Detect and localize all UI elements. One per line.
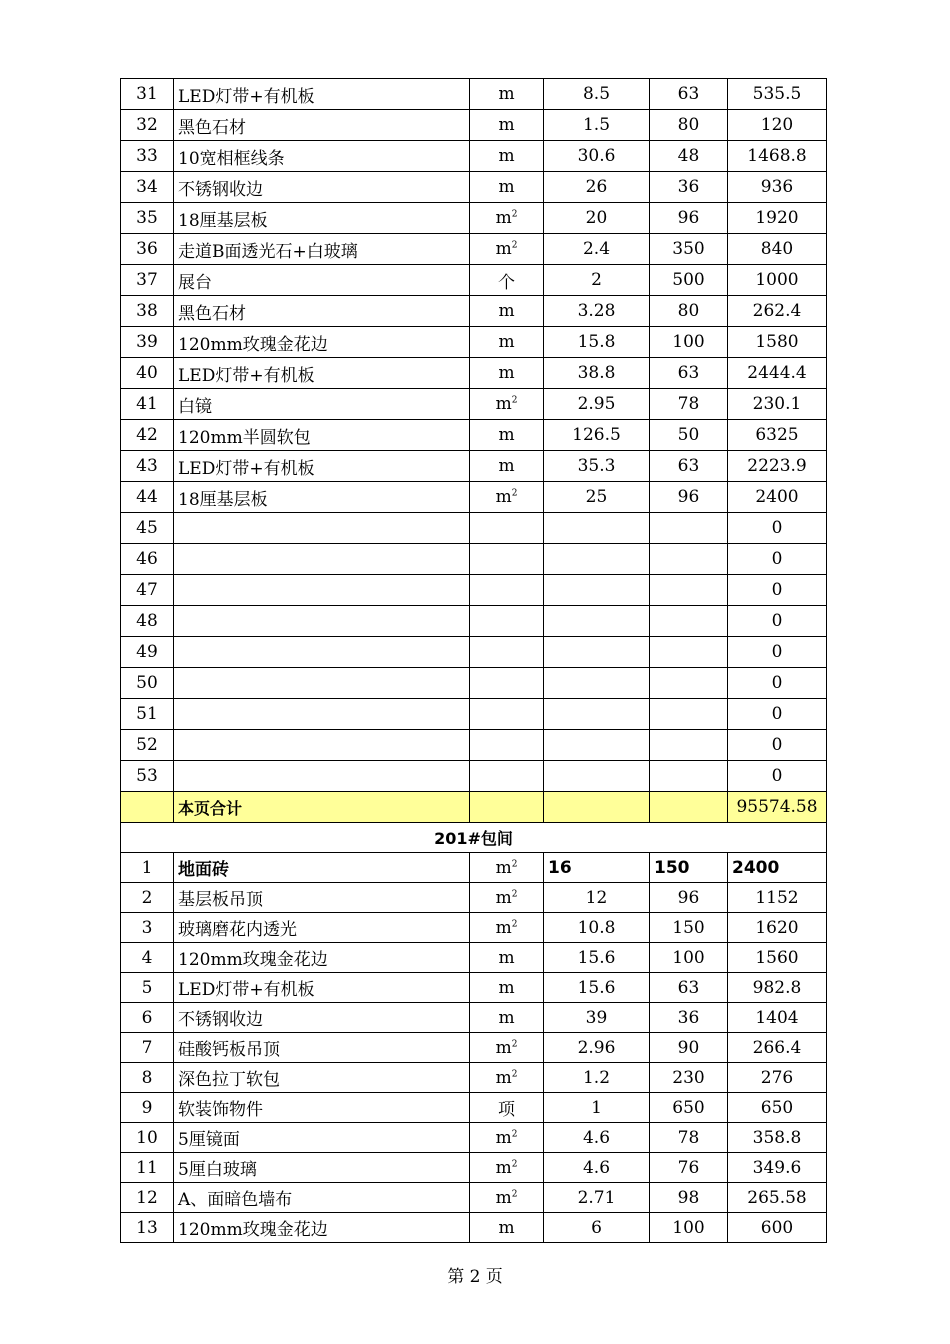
- amount: 2223.9: [728, 451, 827, 482]
- unit-price: 230: [650, 1063, 728, 1093]
- quantity: [544, 730, 650, 761]
- unit: [470, 606, 544, 637]
- empty-cell: [121, 792, 174, 823]
- quantity: [544, 575, 650, 606]
- quantity: [544, 761, 650, 792]
- amount: 0: [728, 544, 827, 575]
- quantity: 2.95: [544, 389, 650, 420]
- table-row: [121, 389, 827, 420]
- item-name: LED灯带+有机板: [174, 358, 470, 389]
- amount: 2400: [728, 853, 827, 883]
- unit-price: 80: [650, 296, 728, 327]
- item-name: LED灯带+有机板: [174, 79, 470, 110]
- unit-price: [650, 699, 728, 730]
- quantity: 20: [544, 203, 650, 234]
- table-row: [121, 1093, 827, 1123]
- item-name: [174, 575, 470, 606]
- row-number: 32: [121, 110, 174, 141]
- row-number: 37: [121, 265, 174, 296]
- unit-price: [650, 513, 728, 544]
- amount: 0: [728, 668, 827, 699]
- unit: $m^2$: [470, 1123, 544, 1153]
- unit-price: 100: [650, 327, 728, 358]
- table-row: [121, 699, 827, 730]
- quantity: 10.8: [544, 913, 650, 943]
- table-row: [121, 544, 827, 575]
- unit: [470, 730, 544, 761]
- empty-cell: [470, 792, 544, 823]
- table-row: [121, 1003, 827, 1033]
- amount: 1404: [728, 1003, 827, 1033]
- amount: 0: [728, 761, 827, 792]
- amount: 0: [728, 513, 827, 544]
- quantity: 4.6: [544, 1123, 650, 1153]
- table-row: [121, 296, 827, 327]
- unit-price: 78: [650, 389, 728, 420]
- item-name: 硅酸钙板吊顶: [174, 1033, 470, 1063]
- unit: m: [470, 451, 544, 482]
- row-number: 40: [121, 358, 174, 389]
- unit-price: 100: [650, 1213, 728, 1243]
- row-number: 33: [121, 141, 174, 172]
- row-number: 44: [121, 482, 174, 513]
- unit: [470, 544, 544, 575]
- row-number: 6: [121, 1003, 174, 1033]
- table-row: [121, 730, 827, 761]
- unit-price: [650, 730, 728, 761]
- row-number: 36: [121, 234, 174, 265]
- table-row: [121, 482, 827, 513]
- quantity: [544, 606, 650, 637]
- quantity: 3.28: [544, 296, 650, 327]
- row-number: 49: [121, 637, 174, 668]
- table-row: [121, 172, 827, 203]
- quote-table: [120, 78, 827, 1243]
- row-number: 47: [121, 575, 174, 606]
- quantity: 126.5: [544, 420, 650, 451]
- item-name: [174, 606, 470, 637]
- row-number: 52: [121, 730, 174, 761]
- row-number: 7: [121, 1033, 174, 1063]
- unit: $m^2$: [470, 913, 544, 943]
- table-row: [121, 327, 827, 358]
- amount: 936: [728, 172, 827, 203]
- section-title: 201#包间: [121, 823, 827, 853]
- unit-price: 350: [650, 234, 728, 265]
- row-number: 41: [121, 389, 174, 420]
- unit: m: [470, 358, 544, 389]
- unit-price: 50: [650, 420, 728, 451]
- quantity: [544, 544, 650, 575]
- unit: [470, 513, 544, 544]
- unit: $m^2$: [470, 203, 544, 234]
- unit-price: 90: [650, 1033, 728, 1063]
- unit: m: [470, 296, 544, 327]
- row-number: 45: [121, 513, 174, 544]
- unit: [470, 699, 544, 730]
- item-name: 120mm玫瑰金花边: [174, 943, 470, 973]
- empty-cell: [544, 792, 650, 823]
- item-name: LED灯带+有机板: [174, 973, 470, 1003]
- unit: $m^2$: [470, 1183, 544, 1213]
- item-name: [174, 637, 470, 668]
- quantity: 8.5: [544, 79, 650, 110]
- item-name: 不锈钢收边: [174, 1003, 470, 1033]
- amount: 2444.4: [728, 358, 827, 389]
- table-row: [121, 1153, 827, 1183]
- unit-price: [650, 668, 728, 699]
- row-number: 3: [121, 913, 174, 943]
- table-row: [121, 883, 827, 913]
- quantity: 2.96: [544, 1033, 650, 1063]
- item-name: 展台: [174, 265, 470, 296]
- amount: 600: [728, 1213, 827, 1243]
- row-number: 1: [121, 853, 174, 883]
- quantity: 2.4: [544, 234, 650, 265]
- unit: [470, 761, 544, 792]
- amount: 262.4: [728, 296, 827, 327]
- item-name: 地面砖: [174, 853, 470, 883]
- table-row: [121, 513, 827, 544]
- amount: 349.6: [728, 1153, 827, 1183]
- unit-price: 98: [650, 1183, 728, 1213]
- unit: m: [470, 1003, 544, 1033]
- amount: 1560: [728, 943, 827, 973]
- unit-price: 150: [650, 853, 728, 883]
- quantity: [544, 668, 650, 699]
- table-row: [121, 234, 827, 265]
- unit: $m^2$: [470, 234, 544, 265]
- unit-price: 63: [650, 451, 728, 482]
- quantity: 15.6: [544, 943, 650, 973]
- quantity: 15.6: [544, 973, 650, 1003]
- table-row: [121, 1033, 827, 1063]
- item-name: 120mm半圆软包: [174, 420, 470, 451]
- row-number: 2: [121, 883, 174, 913]
- unit: m: [470, 420, 544, 451]
- subtotal-amount: 95574.58: [728, 792, 827, 823]
- quantity: 16: [544, 853, 650, 883]
- item-name: 深色拉丁软包: [174, 1063, 470, 1093]
- item-name: 白镜: [174, 389, 470, 420]
- amount: 1152: [728, 883, 827, 913]
- item-name: 120mm玫瑰金花边: [174, 1213, 470, 1243]
- row-number: 42: [121, 420, 174, 451]
- table-row: [121, 761, 827, 792]
- unit: [470, 575, 544, 606]
- row-number: 50: [121, 668, 174, 699]
- row-number: 48: [121, 606, 174, 637]
- unit-price: 100: [650, 943, 728, 973]
- item-name: 5厘白玻璃: [174, 1153, 470, 1183]
- unit-price: [650, 544, 728, 575]
- unit: $m^2$: [470, 883, 544, 913]
- table-row: [121, 1213, 827, 1243]
- quantity: 1: [544, 1093, 650, 1123]
- unit: $m^2$: [470, 1063, 544, 1093]
- table-row: [121, 973, 827, 1003]
- quantity: 38.8: [544, 358, 650, 389]
- row-number: 9: [121, 1093, 174, 1123]
- quantity: 15.8: [544, 327, 650, 358]
- unit: $m^2$: [470, 389, 544, 420]
- table-row: [121, 451, 827, 482]
- item-name: 基层板吊顶: [174, 883, 470, 913]
- unit: m: [470, 1213, 544, 1243]
- row-number: 39: [121, 327, 174, 358]
- item-name: 黑色石材: [174, 296, 470, 327]
- quantity: 4.6: [544, 1153, 650, 1183]
- amount: 650: [728, 1093, 827, 1123]
- table-row: [121, 606, 827, 637]
- unit-price: 63: [650, 79, 728, 110]
- table-row: [121, 358, 827, 389]
- unit: $m^2$: [470, 853, 544, 883]
- amount: 1620: [728, 913, 827, 943]
- unit-price: 63: [650, 358, 728, 389]
- unit: m: [470, 172, 544, 203]
- row-number: 8: [121, 1063, 174, 1093]
- row-number: 12: [121, 1183, 174, 1213]
- table-row: [121, 913, 827, 943]
- item-name: 不锈钢收边: [174, 172, 470, 203]
- unit-price: 78: [650, 1123, 728, 1153]
- quantity: 30.6: [544, 141, 650, 172]
- amount: 0: [728, 637, 827, 668]
- amount: 120: [728, 110, 827, 141]
- unit-price: 36: [650, 172, 728, 203]
- table-row: [121, 79, 827, 110]
- item-name: 18厘基层板: [174, 482, 470, 513]
- row-number: 11: [121, 1153, 174, 1183]
- unit-price: 500: [650, 265, 728, 296]
- unit: m: [470, 79, 544, 110]
- unit: m: [470, 943, 544, 973]
- unit: 项: [470, 1093, 544, 1123]
- quantity: [544, 699, 650, 730]
- amount: 358.8: [728, 1123, 827, 1153]
- unit-price: 96: [650, 883, 728, 913]
- row-number: 46: [121, 544, 174, 575]
- item-name: LED灯带+有机板: [174, 451, 470, 482]
- row-number: 13: [121, 1213, 174, 1243]
- amount: 1920: [728, 203, 827, 234]
- unit-price: 80: [650, 110, 728, 141]
- amount: 0: [728, 575, 827, 606]
- row-number: 38: [121, 296, 174, 327]
- unit-price: 96: [650, 203, 728, 234]
- quantity: 12: [544, 883, 650, 913]
- quantity: 25: [544, 482, 650, 513]
- table-row: [121, 637, 827, 668]
- unit-price: [650, 637, 728, 668]
- unit: $m^2$: [470, 1153, 544, 1183]
- quantity: 2: [544, 265, 650, 296]
- row-number: 53: [121, 761, 174, 792]
- table-row: [121, 1063, 827, 1093]
- row-number: 43: [121, 451, 174, 482]
- amount: 266.4: [728, 1033, 827, 1063]
- quantity: 39: [544, 1003, 650, 1033]
- table-row: [121, 853, 827, 883]
- amount: 230.1: [728, 389, 827, 420]
- row-number: 51: [121, 699, 174, 730]
- item-name: 10宽相框线条: [174, 141, 470, 172]
- quantity: 6: [544, 1213, 650, 1243]
- item-name: 120mm玫瑰金花边: [174, 327, 470, 358]
- unit: m: [470, 141, 544, 172]
- table-row: [121, 420, 827, 451]
- unit: [470, 637, 544, 668]
- amount: 840: [728, 234, 827, 265]
- item-name: 软装饰物件: [174, 1093, 470, 1123]
- amount: 535.5: [728, 79, 827, 110]
- empty-cell: [650, 792, 728, 823]
- unit-price: 650: [650, 1093, 728, 1123]
- unit-price: [650, 606, 728, 637]
- item-name: [174, 761, 470, 792]
- amount: 265.58: [728, 1183, 827, 1213]
- row-number: 31: [121, 79, 174, 110]
- table-row: [121, 575, 827, 606]
- table-row: [121, 668, 827, 699]
- amount: 1000: [728, 265, 827, 296]
- unit: 个: [470, 265, 544, 296]
- unit-price: 48: [650, 141, 728, 172]
- table-row: [121, 110, 827, 141]
- quantity: 26: [544, 172, 650, 203]
- quantity: 2.71: [544, 1183, 650, 1213]
- row-number: 4: [121, 943, 174, 973]
- item-name: 5厘镜面: [174, 1123, 470, 1153]
- item-name: 玻璃磨花内透光: [174, 913, 470, 943]
- unit-price: 76: [650, 1153, 728, 1183]
- unit: $m^2$: [470, 1033, 544, 1063]
- table-row: [121, 1183, 827, 1213]
- table-row: [121, 265, 827, 296]
- item-name: [174, 730, 470, 761]
- page-number: 第 2 页: [447, 1267, 503, 1287]
- table-row: [121, 203, 827, 234]
- table-row: [121, 141, 827, 172]
- quantity: [544, 637, 650, 668]
- table-row: [121, 943, 827, 973]
- item-name: [174, 513, 470, 544]
- unit-price: 150: [650, 913, 728, 943]
- subtotal-row: [121, 792, 827, 823]
- unit-price: [650, 761, 728, 792]
- amount: 0: [728, 730, 827, 761]
- amount: 1580: [728, 327, 827, 358]
- unit: m: [470, 327, 544, 358]
- subtotal-label: 本页合计: [174, 792, 470, 823]
- item-name: 走道B面透光石+白玻璃: [174, 234, 470, 265]
- amount: 0: [728, 699, 827, 730]
- unit: $m^2$: [470, 482, 544, 513]
- unit-price: 63: [650, 973, 728, 1003]
- section-header-row: [121, 823, 827, 853]
- table-row: [121, 1123, 827, 1153]
- item-name: [174, 668, 470, 699]
- amount: 6325: [728, 420, 827, 451]
- amount: 0: [728, 606, 827, 637]
- amount: 2400: [728, 482, 827, 513]
- unit: m: [470, 973, 544, 1003]
- unit-price: 96: [650, 482, 728, 513]
- unit: m: [470, 110, 544, 141]
- item-name: 18厘基层板: [174, 203, 470, 234]
- unit: [470, 668, 544, 699]
- amount: 1468.8: [728, 141, 827, 172]
- quantity: 1.2: [544, 1063, 650, 1093]
- amount: 982.8: [728, 973, 827, 1003]
- item-name: A、面暗色墙布: [174, 1183, 470, 1213]
- row-number: 10: [121, 1123, 174, 1153]
- unit-price: 36: [650, 1003, 728, 1033]
- row-number: 35: [121, 203, 174, 234]
- quantity: 35.3: [544, 451, 650, 482]
- unit-price: [650, 575, 728, 606]
- quantity: [544, 513, 650, 544]
- quantity: 1.5: [544, 110, 650, 141]
- row-number: 5: [121, 973, 174, 1003]
- item-name: [174, 544, 470, 575]
- item-name: 黑色石材: [174, 110, 470, 141]
- item-name: [174, 699, 470, 730]
- amount: 276: [728, 1063, 827, 1093]
- row-number: 34: [121, 172, 174, 203]
